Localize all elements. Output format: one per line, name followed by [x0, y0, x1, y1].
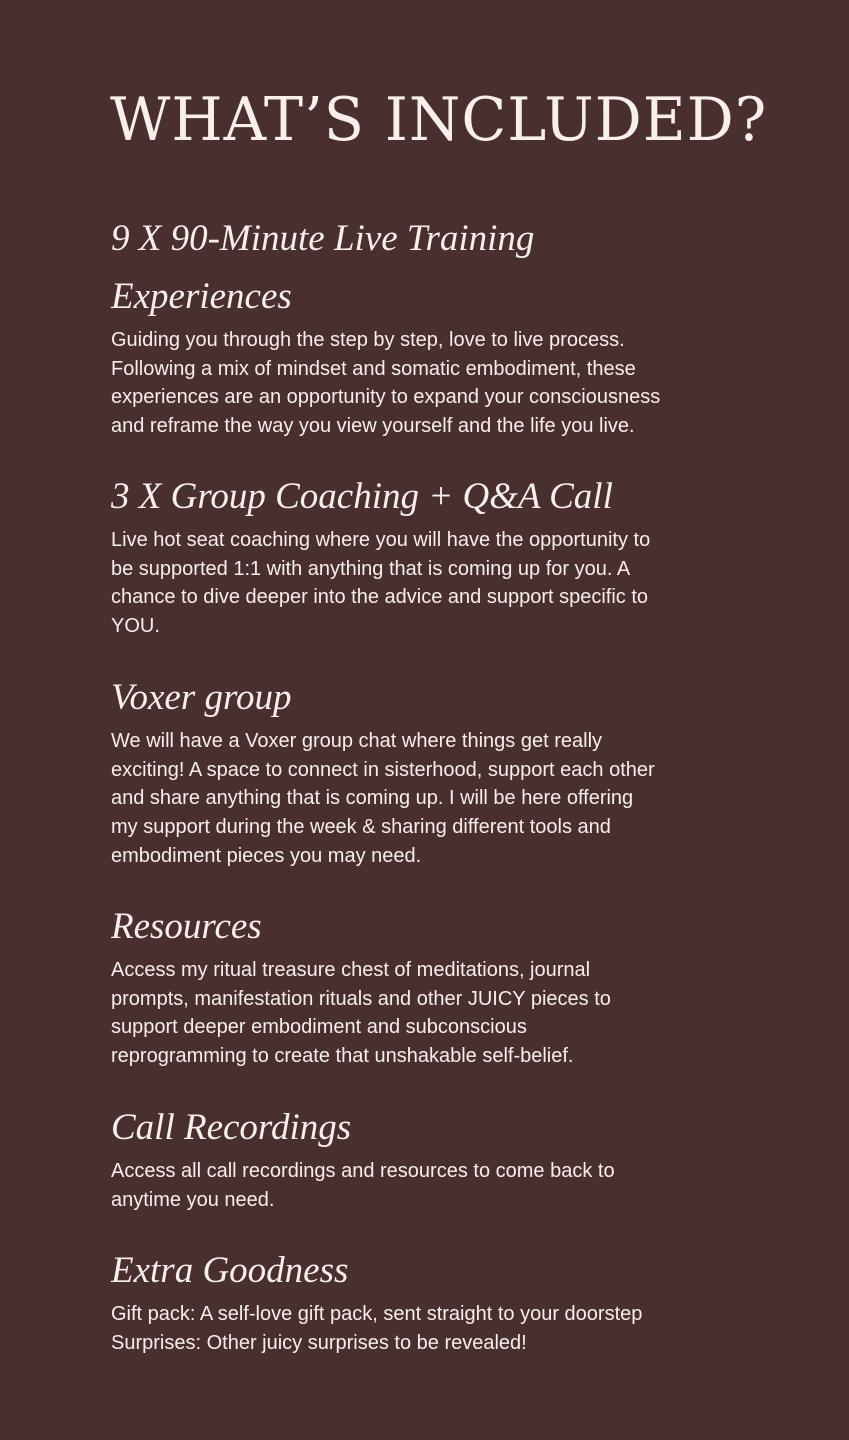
body-line: exciting! A space to connect in sisterhood, support each other — [111, 758, 655, 781]
section-heading — [111, 669, 741, 727]
body-line: Access all call recordings and resources to come back to — [111, 1160, 615, 1182]
section-heading — [111, 1099, 741, 1157]
body-line: be supported 1:1 with anything that is coming up for you. A — [111, 557, 631, 580]
section-body — [111, 326, 741, 441]
body-line: Following a mix of mindset and somatic embodiment, these — [111, 357, 636, 380]
body-line: Gift pack: A self-love gift pack, sent straight to your doorstep — [111, 1303, 643, 1325]
body-line: and share anything that is coming up. I will be here offering — [111, 787, 634, 810]
section-body — [111, 526, 741, 641]
section-group-coaching — [111, 468, 741, 641]
body-line: my support during the week & sharing different tools and — [111, 816, 611, 839]
section-heading — [111, 210, 741, 326]
body-line: prompts, manifestation rituals and other JUICY pieces to — [111, 987, 611, 1010]
section-heading-line: Extra Goodness — [111, 1250, 349, 1291]
section-heading-line: Resources — [111, 906, 262, 947]
body-line: reprogramming to create that unshakable self-belief. — [111, 1045, 574, 1068]
section-heading-line: Voxer group — [111, 677, 292, 718]
section-extra-goodness — [111, 1242, 741, 1357]
section-call-recordings — [111, 1099, 741, 1214]
section-body — [111, 727, 741, 871]
section-heading-line: 3 X Group Coaching + Q&A Call — [111, 476, 613, 517]
section-voxer-group — [111, 669, 741, 871]
section-live-training — [111, 210, 741, 441]
body-line: Access my ritual treasure chest of meditations, journal — [111, 959, 591, 981]
body-line: experiences are an opportunity to expand your consciousness — [111, 386, 661, 409]
body-line: We will have a Voxer group chat where things get really — [111, 730, 603, 752]
body-line: chance to dive deeper into the advice and support specific to — [111, 586, 649, 609]
body-line: embodiment pieces you may need. — [111, 844, 422, 867]
body-line: Live hot seat coaching where you will have the opportunity to — [111, 529, 651, 551]
section-body — [111, 1300, 741, 1357]
body-line: and reframe the way you view yourself and the life you live. — [111, 415, 635, 438]
section-heading — [111, 898, 741, 956]
section-heading-line: Experiences — [111, 276, 292, 317]
section-heading-line: Call Recordings — [111, 1107, 352, 1148]
body-line: YOU. — [111, 615, 160, 638]
body-line: support deeper embodiment and subconscious — [111, 1016, 527, 1039]
section-heading — [111, 1242, 741, 1300]
section-heading — [111, 468, 741, 526]
section-body — [111, 956, 741, 1071]
body-line: anytime you need. — [111, 1188, 275, 1211]
page-title: WHAT’S INCLUDED? — [110, 85, 768, 155]
body-line: Guiding you through the step by step, love to live process. — [111, 329, 625, 351]
section-heading-line: 9 X 90-Minute Live Training — [111, 218, 535, 259]
body-line: Surprises: Other juicy surprises to be revealed! — [111, 1331, 527, 1354]
section-body — [111, 1157, 741, 1214]
section-resources — [111, 898, 741, 1071]
